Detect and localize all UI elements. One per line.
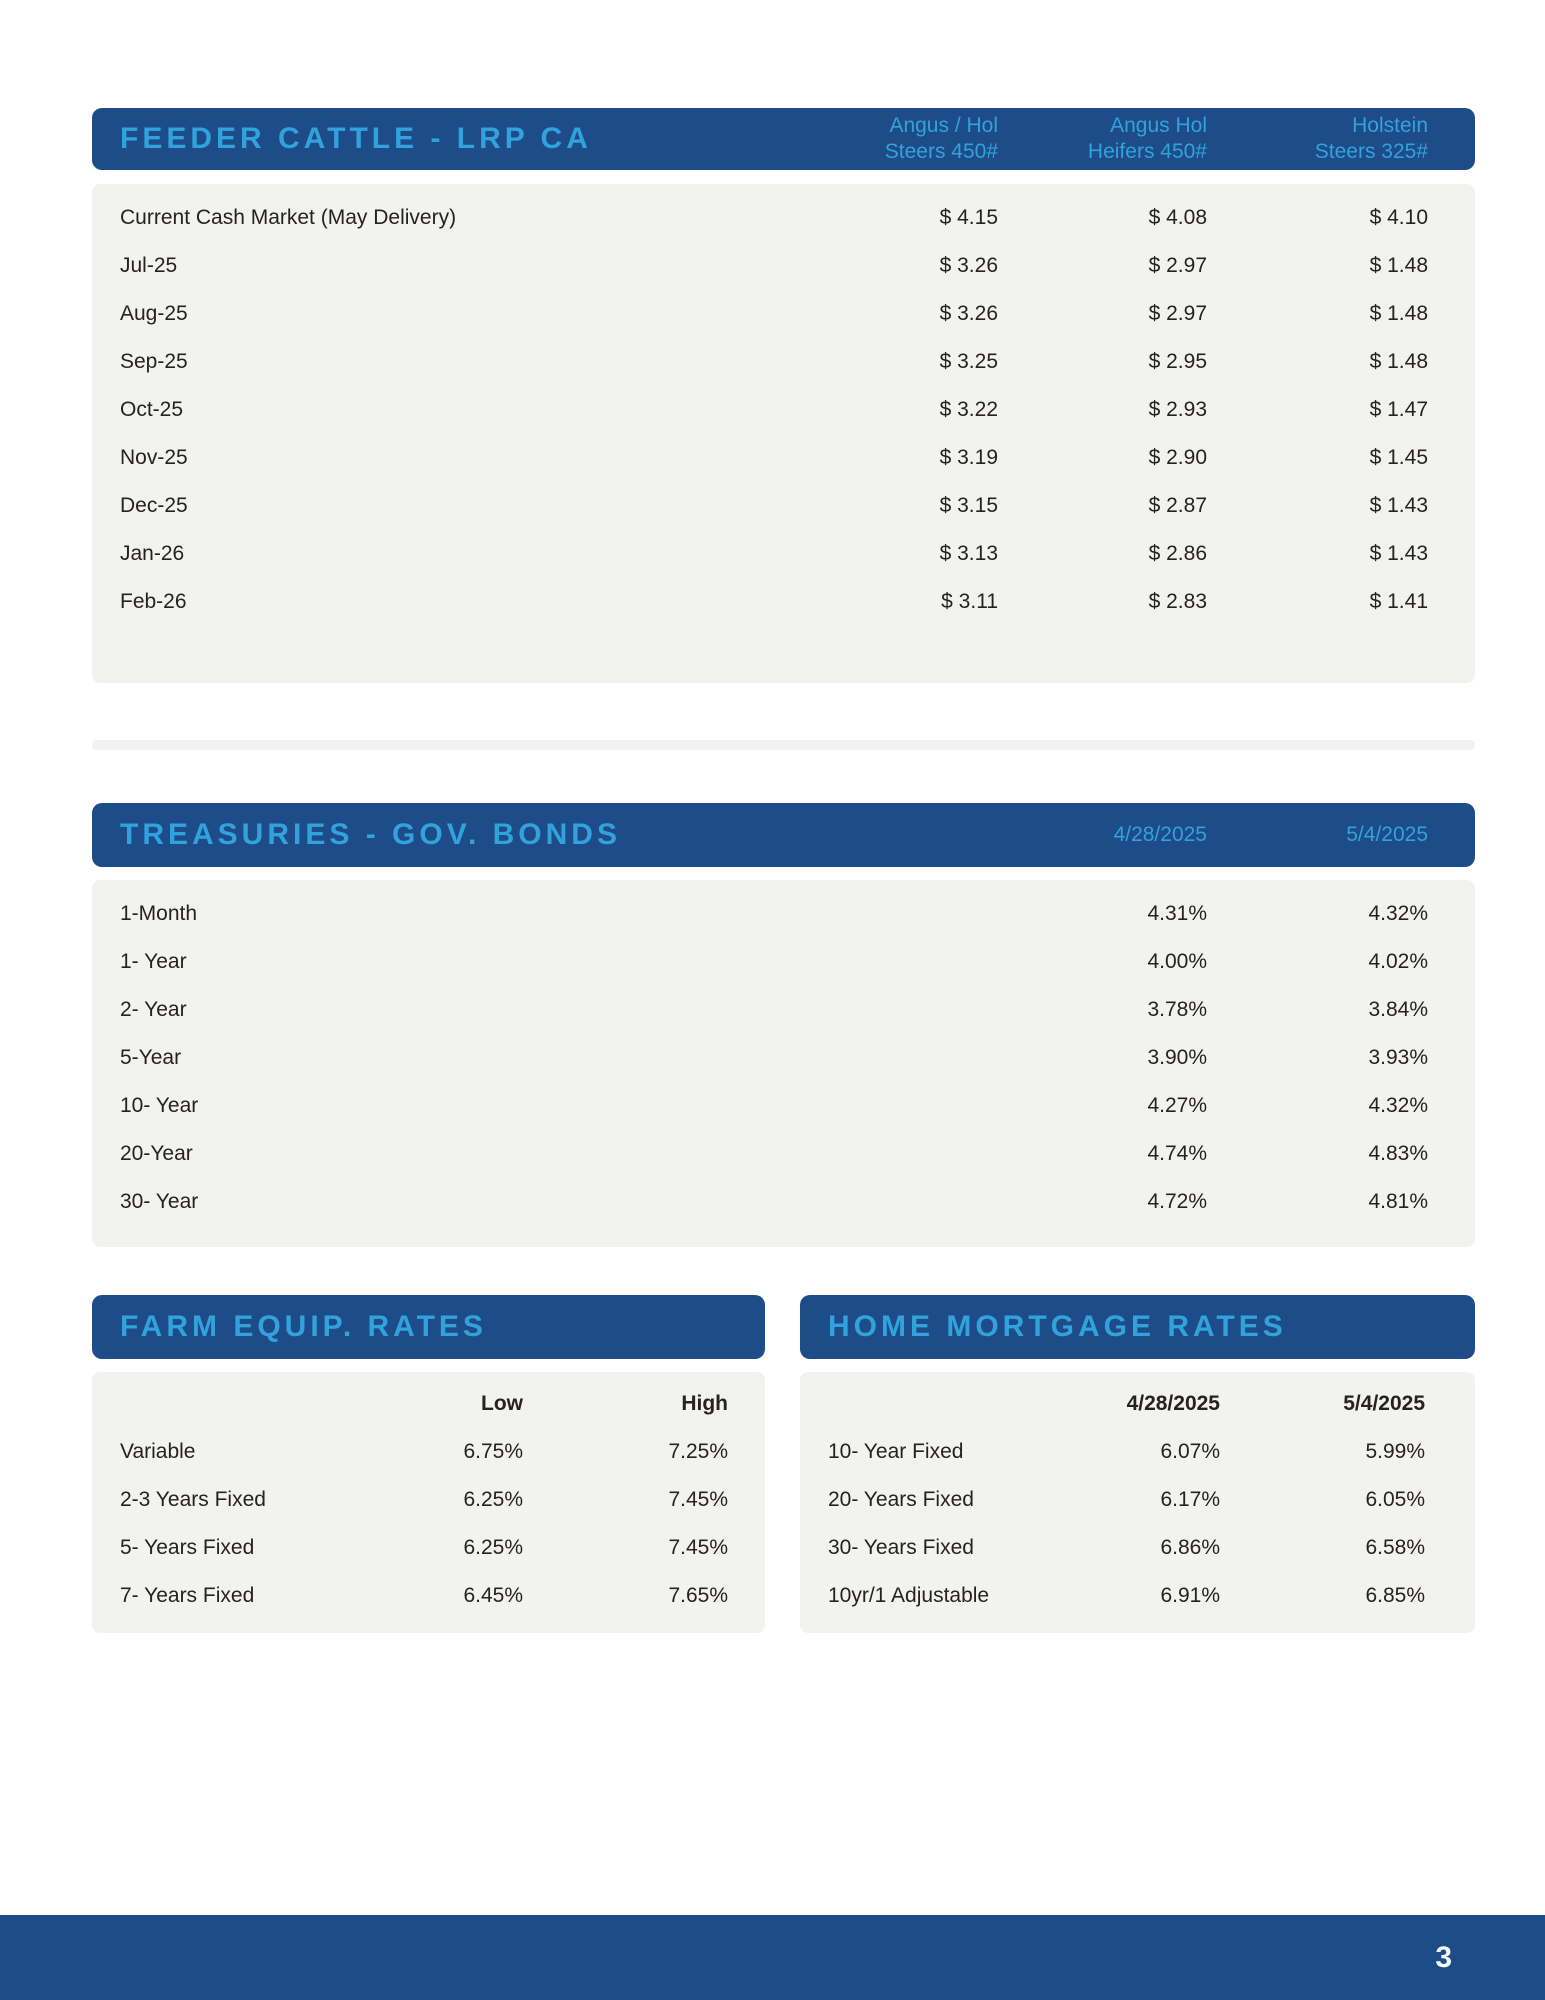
table-row xyxy=(120,242,1428,290)
row-label: 2-3 Years Fixed xyxy=(120,1488,266,1511)
row-label: Jan-26 xyxy=(120,542,185,565)
row-label: Aug-25 xyxy=(120,302,188,325)
farm-equip-table xyxy=(92,1372,765,1633)
row-value-2: 6.58% xyxy=(1365,1536,1425,1559)
row-value-3: $ 1.48 xyxy=(1369,254,1428,277)
row-value-1: $ 3.11 xyxy=(941,590,998,613)
table-row xyxy=(120,1130,1428,1178)
table-row xyxy=(120,482,1428,530)
farm-col-header-low: Low xyxy=(481,1392,523,1415)
row-value-2: 4.81% xyxy=(1368,1190,1428,1213)
row-value-1: $ 3.26 xyxy=(939,254,998,277)
row-value-3: $ 1.43 xyxy=(1369,542,1428,565)
row-value-2: 3.84% xyxy=(1368,998,1428,1021)
row-value-1: 3.78% xyxy=(1147,998,1207,1021)
row-value-1: 4.74% xyxy=(1147,1142,1207,1165)
row-label: 7- Years Fixed xyxy=(120,1584,255,1607)
row-value-3: $ 1.47 xyxy=(1369,398,1428,421)
mortgage-col-header-1: 4/28/2025 xyxy=(1126,1392,1220,1415)
feeder-header-bar xyxy=(92,108,1475,170)
row-value-2: $ 4.08 xyxy=(1148,206,1207,229)
table-row xyxy=(120,890,1428,938)
row-value-2: 4.02% xyxy=(1368,950,1428,973)
row-value-2: $ 2.97 xyxy=(1148,302,1207,325)
row-label: Variable xyxy=(120,1440,196,1463)
table-row xyxy=(828,1572,1425,1620)
page-content xyxy=(92,0,1475,1633)
feeder-title: FEEDER CATTLE - LRP CA xyxy=(120,122,592,155)
row-label: Feb-26 xyxy=(120,590,187,613)
row-label: 1-Month xyxy=(120,902,198,925)
feeder-col-header-2-line2: Heifers 450# xyxy=(1087,140,1207,163)
row-value-1: 6.45% xyxy=(463,1584,523,1607)
row-value-1: 4.72% xyxy=(1147,1190,1207,1213)
row-value-1: 6.75% xyxy=(463,1440,523,1463)
row-label: Current Cash Market (May Delivery) xyxy=(120,206,457,229)
row-label: Dec-25 xyxy=(120,494,188,517)
farm-equip-title: FARM EQUIP. RATES xyxy=(120,1310,487,1343)
farm-equip-header-bar xyxy=(92,1295,765,1359)
row-value-2: 7.25% xyxy=(668,1440,728,1463)
mortgage-col-header-2: 5/4/2025 xyxy=(1343,1392,1425,1415)
row-value-1: $ 3.25 xyxy=(939,350,998,373)
row-value-1: 4.00% xyxy=(1147,950,1207,973)
table-row xyxy=(120,1082,1428,1130)
row-label: 10- Year Fixed xyxy=(828,1440,964,1463)
row-value-2: 7.65% xyxy=(668,1584,728,1607)
row-value-3: $ 1.45 xyxy=(1369,446,1428,469)
row-value-2: $ 2.93 xyxy=(1148,398,1207,421)
row-label: Nov-25 xyxy=(120,446,188,469)
row-value-1: 6.91% xyxy=(1160,1584,1220,1607)
table-row xyxy=(120,194,1428,242)
table-row xyxy=(120,578,1428,626)
feeder-col-header-3 xyxy=(1207,113,1428,165)
table-row xyxy=(120,1476,728,1524)
row-value-2: $ 2.95 xyxy=(1148,350,1207,373)
table-row xyxy=(120,1178,1428,1226)
table-row xyxy=(120,938,1428,986)
table-row xyxy=(828,1476,1425,1524)
row-label: 20- Years Fixed xyxy=(828,1488,974,1511)
row-value-3: $ 1.48 xyxy=(1369,350,1428,373)
row-value-1: $ 4.15 xyxy=(939,206,998,229)
row-label: 5-Year xyxy=(120,1046,182,1069)
row-label: 1- Year xyxy=(120,950,187,973)
row-label: Sep-25 xyxy=(120,350,188,373)
row-label: Jul-25 xyxy=(120,254,178,277)
row-value-2: $ 2.90 xyxy=(1148,446,1207,469)
table-row xyxy=(120,1034,1428,1082)
table-row xyxy=(828,1428,1425,1476)
row-value-2: 4.32% xyxy=(1368,1094,1428,1117)
row-label: 2- Year xyxy=(120,998,187,1021)
table-row xyxy=(120,530,1428,578)
feeder-col-header-1-line2: Steers 450# xyxy=(884,140,998,163)
row-value-2: 3.93% xyxy=(1368,1046,1428,1069)
row-value-1: $ 3.15 xyxy=(939,494,998,517)
table-row xyxy=(120,1572,728,1620)
farm-subheader-row xyxy=(120,1380,728,1428)
feeder-col-header-1-line1: Angus / Hol xyxy=(889,114,998,137)
rates-section xyxy=(92,1295,1475,1633)
row-value-1: 6.25% xyxy=(463,1488,523,1511)
section-divider-strip xyxy=(92,740,1475,750)
row-value-2: 5.99% xyxy=(1365,1440,1425,1463)
feeder-col-header-2 xyxy=(998,113,1207,165)
row-value-1: 4.27% xyxy=(1147,1094,1207,1117)
row-value-1: 3.90% xyxy=(1147,1046,1207,1069)
home-mortgage-title: HOME MORTGAGE RATES xyxy=(828,1310,1287,1343)
farm-equip-section xyxy=(92,1295,765,1633)
row-value-2: 7.45% xyxy=(668,1536,728,1559)
row-value-1: $ 3.26 xyxy=(939,302,998,325)
row-value-3: $ 1.48 xyxy=(1369,302,1428,325)
row-value-1: $ 3.13 xyxy=(939,542,998,565)
row-label: Oct-25 xyxy=(120,398,184,421)
row-value-2: 4.83% xyxy=(1368,1142,1428,1165)
table-row xyxy=(120,986,1428,1034)
row-label: 30- Year xyxy=(120,1190,199,1213)
row-value-1: 6.25% xyxy=(463,1536,523,1559)
mortgage-subheader-row xyxy=(828,1380,1425,1428)
home-mortgage-header-bar xyxy=(800,1295,1475,1359)
row-value-1: 6.17% xyxy=(1160,1488,1220,1511)
treasuries-header-bar xyxy=(92,803,1475,867)
row-value-2: 6.85% xyxy=(1365,1584,1425,1607)
feeder-col-header-2-line1: Angus Hol xyxy=(1110,114,1207,137)
row-value-1: 6.86% xyxy=(1160,1536,1220,1559)
table-row xyxy=(120,434,1428,482)
row-value-1: 4.31% xyxy=(1147,902,1207,925)
row-label: 20-Year xyxy=(120,1142,193,1165)
home-mortgage-section xyxy=(800,1295,1475,1633)
row-value-3: $ 1.41 xyxy=(1369,590,1428,613)
row-label: 5- Years Fixed xyxy=(120,1536,255,1559)
row-value-2: $ 2.87 xyxy=(1148,494,1207,517)
table-row xyxy=(120,1524,728,1572)
farm-rows xyxy=(120,1428,728,1620)
feeder-col-header-3-line2: Steers 325# xyxy=(1314,140,1428,163)
row-label: 30- Years Fixed xyxy=(828,1536,974,1559)
row-value-2: 6.05% xyxy=(1365,1488,1425,1511)
row-value-1: 6.07% xyxy=(1160,1440,1220,1463)
row-value-1: $ 3.19 xyxy=(939,446,998,469)
row-value-3: $ 1.43 xyxy=(1369,494,1428,517)
table-row xyxy=(828,1524,1425,1572)
table-row xyxy=(120,386,1428,434)
feeder-col-header-1 xyxy=(788,113,998,165)
row-value-2: 4.32% xyxy=(1368,902,1428,925)
row-value-1: $ 3.22 xyxy=(939,398,998,421)
row-value-3: $ 4.10 xyxy=(1369,206,1428,229)
farm-col-header-high: High xyxy=(681,1392,728,1415)
table-row xyxy=(120,290,1428,338)
page-number: 3 xyxy=(1435,1940,1455,1974)
home-mortgage-table xyxy=(800,1372,1475,1633)
feeder-table xyxy=(92,184,1475,683)
mortgage-rows xyxy=(828,1428,1425,1620)
treasuries-table xyxy=(92,880,1475,1247)
row-value-2: $ 2.97 xyxy=(1148,254,1207,277)
footer-band xyxy=(0,1915,1545,2000)
row-value-2: $ 2.86 xyxy=(1148,542,1207,565)
row-label: 10- Year xyxy=(120,1094,199,1117)
table-row xyxy=(120,1428,728,1476)
row-value-2: $ 2.83 xyxy=(1148,590,1207,613)
table-row xyxy=(120,338,1428,386)
treasuries-col-header-1: 4/28/2025 xyxy=(1113,823,1207,846)
row-label: 10yr/1 Adjustable xyxy=(828,1584,990,1607)
row-value-2: 7.45% xyxy=(668,1488,728,1511)
treasuries-col-header-2: 5/4/2025 xyxy=(1346,823,1428,846)
treasuries-title: TREASURIES - GOV. BONDS xyxy=(120,818,621,851)
feeder-col-header-3-line1: Holstein xyxy=(1352,114,1428,137)
